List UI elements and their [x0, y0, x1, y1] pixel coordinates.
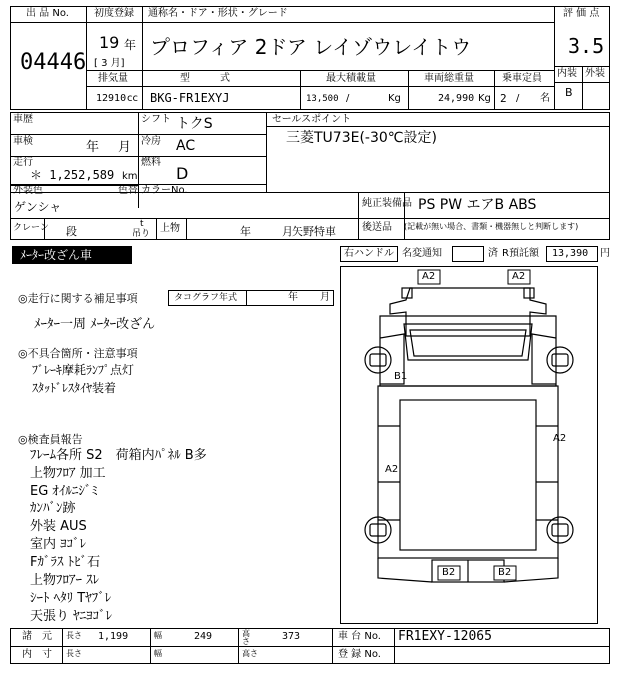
model-label: 型 式	[180, 73, 230, 84]
max-load-value: 13,500	[306, 94, 339, 104]
history-label: 車歴	[13, 114, 33, 125]
height-label: 高さ	[242, 629, 250, 646]
shift-value: トクS	[176, 116, 213, 132]
sales-point-text: 三菱TU73E(-30℃設定)	[286, 130, 437, 146]
dims-label: 諸 元	[22, 631, 52, 642]
exterior-label: 外装	[585, 68, 605, 79]
car-name: プロフィア 2ドア レイゾウレイトウ	[150, 35, 472, 59]
defect-item: ﾌﾞﾚｰｷ摩耗ﾗﾝﾌﾟ点灯	[32, 363, 135, 377]
tacho-label: タコグラフ年式	[174, 293, 238, 303]
capacity-sep: /	[516, 93, 520, 104]
equipment-label: 純正装備品	[362, 198, 412, 209]
fuel-value: D	[176, 164, 189, 183]
sales-point-label: セールスポイント	[272, 114, 352, 125]
upper-year: 年	[240, 225, 251, 238]
inspector-item: ﾌﾚｰﾑ各所 S2 荷箱内ﾊﾟﾈﾙ B多	[30, 448, 207, 463]
ac-value: AC	[176, 138, 196, 154]
tacho-month: 月	[320, 292, 330, 303]
mark-a2-top-right: A2	[512, 271, 526, 282]
max-load-label: 最大積載量	[326, 73, 376, 84]
ext-color-value: ゲンシャ	[14, 200, 62, 214]
inner-label: 内 寸	[22, 649, 52, 660]
mileage-unit: km	[122, 171, 138, 182]
inspection-month: 月	[118, 140, 132, 155]
inspector-item: ｼｰﾄ ﾍﾀﾘ Tﾔﾌﾞﾚ	[30, 591, 112, 606]
driving-text: ﾒｰﾀｰ一周 ﾒｰﾀｰ改ざん	[34, 317, 156, 332]
recycle-label: R預託額	[502, 248, 539, 259]
color-change-label: 色替	[118, 185, 138, 196]
fuel-label: 燃料	[141, 157, 161, 168]
capacity-value: 2	[500, 92, 507, 105]
length-value: 1,199	[98, 631, 129, 642]
grade-value: 3.5	[568, 34, 605, 58]
inner-length-label: 長さ	[66, 649, 82, 658]
color-no-label: カラーNo.	[141, 185, 188, 196]
recycle-prefix: 済	[488, 248, 498, 259]
name-label: 通称名・ドア・形状・グレード	[148, 8, 288, 19]
inspector-item: 室内 ﾖｺﾞﾚ	[30, 537, 87, 552]
defect-item: ｽﾀｯﾄﾞﾚｽﾀｲﾔ装着	[32, 381, 117, 395]
mileage-value: ＊ 1,252,589	[30, 168, 115, 182]
inner-width-label: 幅	[154, 649, 162, 658]
mark-b2-right: B2	[498, 567, 512, 578]
upper-maker: 矢野特車	[292, 225, 336, 238]
mileage-label: 走行	[13, 157, 33, 168]
inspector-item: 上物ﾌﾛｱｰ ｽﾚ	[30, 573, 100, 588]
max-load-sep: /	[346, 93, 350, 104]
recycle-unit: 円	[600, 248, 610, 259]
upper-label: 上物	[160, 223, 180, 234]
width-value: 249	[194, 631, 213, 642]
inspector-item: 上物ﾌﾛｱ 加工	[30, 466, 106, 481]
chassis-label: 車 台 No.	[338, 631, 381, 642]
first-reg-month: [ 3 月]	[94, 58, 125, 69]
inspector-title: ◎検査員報告	[18, 433, 83, 446]
driving-title: ◎走行に関する補足事項	[18, 292, 138, 305]
capacity-label: 乗車定員	[502, 73, 542, 84]
shift-label: シフト	[141, 114, 171, 125]
reg-label: 登 録 No.	[338, 649, 381, 660]
inspector-item: ｶﾝﾊﾞﾝ跡	[30, 501, 76, 516]
model-value: BKG-FR1EXYJ	[150, 91, 230, 105]
inspection-year: 年	[86, 140, 100, 155]
name-change-label: 名変通知	[402, 248, 442, 259]
inspector-item: Fｶﾞﾗｽ ﾄﾋﾞ石	[30, 555, 101, 570]
year-unit: 年	[124, 38, 137, 52]
truck-diagram	[340, 266, 598, 624]
recycle-amount: 13,390	[552, 248, 589, 259]
inspection-label: 車検	[13, 136, 33, 147]
first-reg-label: 初度登録	[94, 8, 134, 19]
upper-month: 月	[282, 225, 293, 238]
extra-note: (記載が無い場合、書類・機器無しと判断します)	[404, 222, 579, 231]
height-value: 373	[282, 631, 301, 642]
inner-height-label: 高さ	[242, 649, 258, 658]
mark-b1: B1	[394, 371, 408, 382]
lot-label: 出 品 No.	[26, 8, 69, 19]
lot-number: 04446	[20, 50, 87, 75]
grade-label: 評 価 点	[563, 8, 600, 19]
crane-stage: 段	[66, 225, 77, 238]
ac-label: 冷房	[141, 136, 161, 147]
inspector-item: 外装 AUS	[30, 519, 87, 534]
displacement-value: 12910	[96, 93, 127, 104]
crane-ton: t	[140, 219, 144, 229]
width-label: 幅	[154, 631, 162, 640]
inspector-item: 天張り ﾔﾆﾖｺﾞﾚ	[30, 609, 113, 624]
ext-color-label: 外装色	[13, 185, 43, 196]
crane-hook: 吊り	[132, 229, 151, 239]
gross-weight-unit: Kg	[478, 93, 491, 104]
tacho-year: 年	[288, 292, 298, 303]
name-change-box	[452, 246, 484, 262]
first-reg-year: 19	[99, 33, 120, 52]
gross-weight-label: 車両総重量	[424, 73, 474, 84]
mark-b2-left: B2	[442, 567, 456, 578]
crane-label: クレーン	[13, 223, 49, 233]
warning-banner: ﾒｰﾀｰ改ざん車	[12, 246, 132, 264]
equipment-items: PS PW エアB ABS	[418, 197, 537, 213]
displacement-unit: cc	[127, 93, 138, 104]
mark-a2-top-left: A2	[422, 271, 436, 282]
interior-label: 内装	[557, 68, 577, 79]
mark-a2-right: A2	[553, 433, 567, 444]
extra-label: 後送品	[362, 222, 392, 233]
max-load-unit: Kg	[388, 93, 401, 104]
gross-weight-value: 24,990	[438, 93, 475, 104]
steering-label: 右ハンドル	[344, 248, 394, 259]
interior-grade: B	[565, 86, 573, 99]
inspector-item: EG ｵｲﾙﾆｼﾞﾐ	[30, 484, 98, 499]
mark-a2-left: A2	[385, 464, 399, 475]
capacity-unit: 名	[540, 93, 550, 104]
chassis-value: FR1EXY-12065	[398, 629, 492, 644]
displacement-label: 排気量	[98, 73, 128, 84]
defect-title: ◎不具合箇所・注意事項	[18, 347, 138, 360]
length-label: 長さ	[66, 631, 82, 640]
